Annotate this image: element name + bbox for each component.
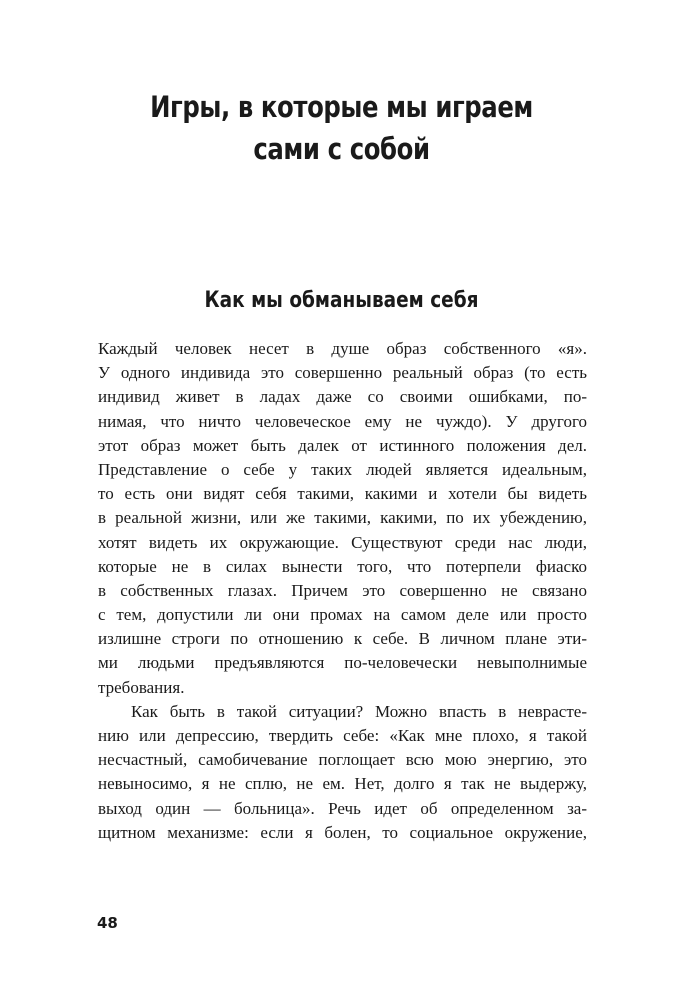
- text-line: У одного индивида это совершенно реальный образ (то есть: [98, 363, 587, 383]
- text-line: то есть они видят себя такими, какими и хотели бы видеть: [98, 484, 587, 504]
- paragraph-1: [98, 337, 587, 700]
- chapter-title-line-2: сами с собой: [253, 132, 430, 166]
- text-line: Как быть в такой ситуации? Можно впасть в неврасте-: [131, 701, 587, 721]
- text-line: Представление о себе у таких людей является идеальным,: [98, 459, 587, 479]
- body-text: [98, 337, 587, 845]
- section-title: Как мы обманываем себя: [204, 288, 479, 313]
- text-line: индивид живет в ладах даже со своими ошибками, по-: [98, 387, 587, 407]
- paragraph-2: [98, 700, 587, 845]
- text-line: этот образ может быть далек от истинного положения дел.: [98, 435, 587, 455]
- text-line: нимая, что ничто человеческое ему не чуждо). У другого: [98, 411, 587, 431]
- text-line: с тем, допустили ли они промах на самом деле или просто: [98, 605, 587, 625]
- text-line: выход один — больница». Речь идет об определенном за-: [98, 798, 587, 818]
- text-line: требования.: [98, 677, 185, 697]
- text-line: Каждый человек несет в душе образ собственного «я».: [98, 339, 587, 358]
- text-line: несчастный, самобичевание поглощает всю мою энергию, это: [98, 750, 587, 770]
- page-number: 48: [97, 914, 118, 932]
- text-line: невыносимо, я не сплю, не ем. Нет, долго я так не выдержу,: [98, 774, 587, 794]
- text-line: излишне строги по отношению к себе. В личном плане эти-: [98, 629, 587, 649]
- text-line: нию или депрессию, твердить себе: «Как мне плохо, я такой: [98, 726, 587, 745]
- text-line: которые не в силах вынести того, что потерпели фиаско: [98, 556, 587, 576]
- chapter-title: [55, 86, 629, 170]
- text-line: в реальной жизни, или же такими, какими, по их убеждению,: [98, 508, 587, 528]
- text-line: ми людьми предъявляются по-человечески невыполнимые: [98, 653, 587, 673]
- text-line: щитном механизме: если я болен, то социальное окружение,: [98, 822, 587, 842]
- text-line: хотят видеть их окружающие. Существуют среди нас люди,: [98, 532, 587, 552]
- text-line: в собственных глазах. Причем это совершенно не связано: [98, 580, 587, 600]
- chapter-title-line-1: Игры, в которые мы играем: [150, 90, 533, 124]
